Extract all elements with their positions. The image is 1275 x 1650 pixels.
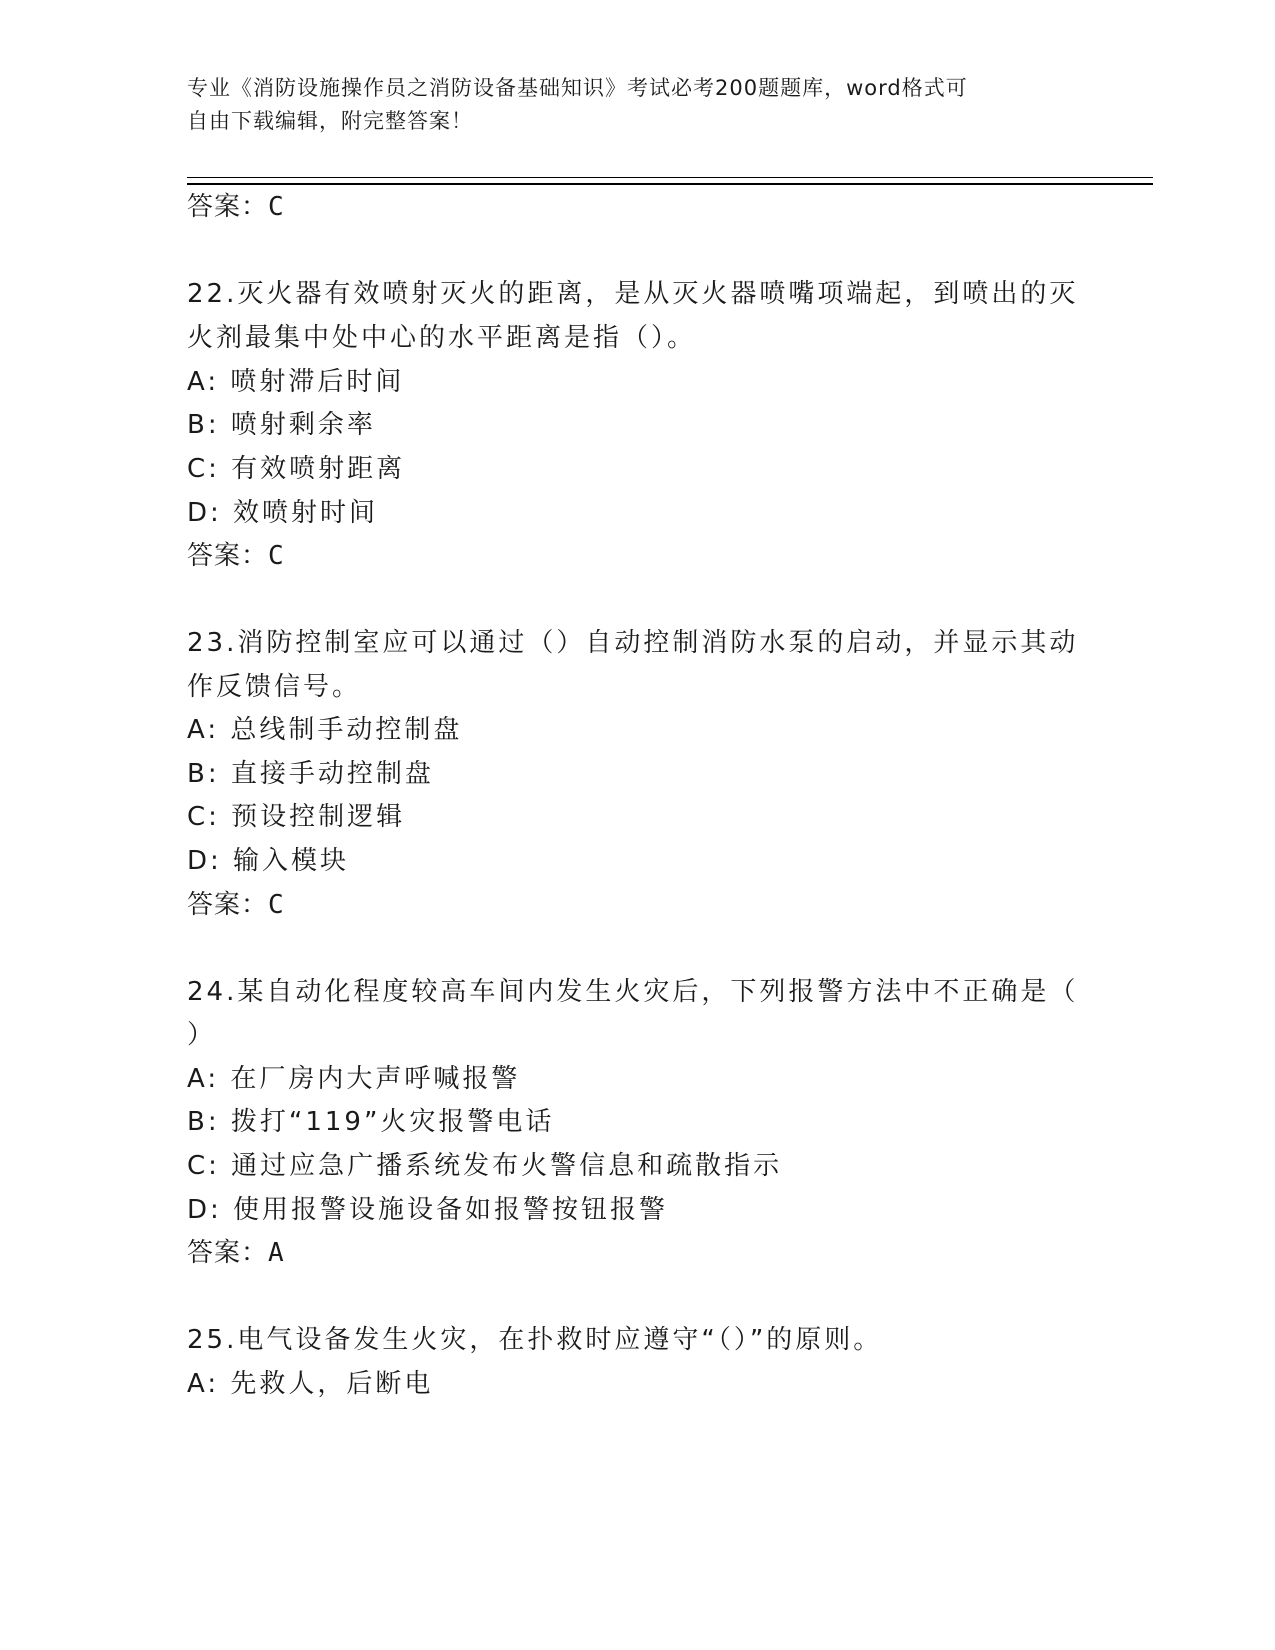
question-22-option-a: A: 喷射滞后时间 (187, 367, 405, 397)
question-23-option-a: A: 总线制手动控制盘 (187, 715, 463, 745)
question-22-stem-line-2: 火剂最集中处中心的水平距离是指（）。 (187, 323, 697, 353)
question-23-stem-line-2: 作反馈信号。 (187, 672, 362, 702)
question-23-option-c: C: 预设控制逻辑 (187, 802, 406, 832)
answer-value: C (268, 192, 285, 222)
question-23-stem-line-1: 23.消防控制室应可以通过（）自动控制消防水泵的启动，并显示其动 (187, 628, 1079, 658)
answer-label: 答案： (187, 541, 269, 571)
question-22-answer (187, 535, 285, 572)
header-line-1: 专业《消防设施操作员之消防设备基础知识》考试必考200题题库，word格式可 (187, 76, 968, 100)
question-24-stem-line-1: 24.某自动化程度较高车间内发生火灾后，下列报警方法中不正确是（ (187, 977, 1079, 1007)
header-divider-thin (187, 177, 1153, 178)
question-23-answer (187, 884, 285, 921)
question-22-option-c: C: 有效喷射距离 (187, 454, 406, 484)
question-24-option-a: A: 在厂房内大声呼喊报警 (187, 1064, 521, 1094)
answer-line (187, 186, 285, 223)
question-22-stem-line-1: 22.灭火器有效喷射灭火的距离，是从灭火器喷嘴项端起，到喷出的灭 (187, 279, 1079, 309)
header-line-2: 自由下载编辑，附完整答案！ (187, 109, 473, 133)
question-24-option-d: D: 使用报警设施设备如报警按钮报警 (187, 1195, 669, 1225)
answer-value: C (268, 890, 285, 920)
answer-label: 答案： (187, 1238, 269, 1268)
answer-label: 答案： (187, 890, 269, 920)
question-25-option-a: A: 先救人，后断电 (187, 1369, 434, 1399)
question-22-option-b: B: 喷射剩余率 (187, 410, 376, 440)
question-24-stem-line-2: ） (187, 1020, 217, 1050)
header-divider-thick (187, 183, 1153, 185)
question-24-answer (187, 1232, 285, 1269)
question-24-option-c: C: 通过应急广播系统发布火警信息和疏散指示 (187, 1151, 783, 1181)
question-22-option-d: D: 效喷射时间 (187, 498, 379, 528)
document-header (187, 72, 1067, 138)
question-25-stem-line-1: 25.电气设备发生火灾，在扑救时应遵守“（）”的原则。 (187, 1325, 883, 1355)
question-23-option-b: B: 直接手动控制盘 (187, 759, 434, 789)
answer-value: C (268, 541, 285, 571)
answer-value: A (268, 1238, 285, 1268)
question-24-option-b: B: 拨打“119”火灾报警电话 (187, 1107, 555, 1137)
question-23-option-d: D: 输入模块 (187, 846, 350, 876)
answer-label: 答案： (187, 192, 269, 222)
